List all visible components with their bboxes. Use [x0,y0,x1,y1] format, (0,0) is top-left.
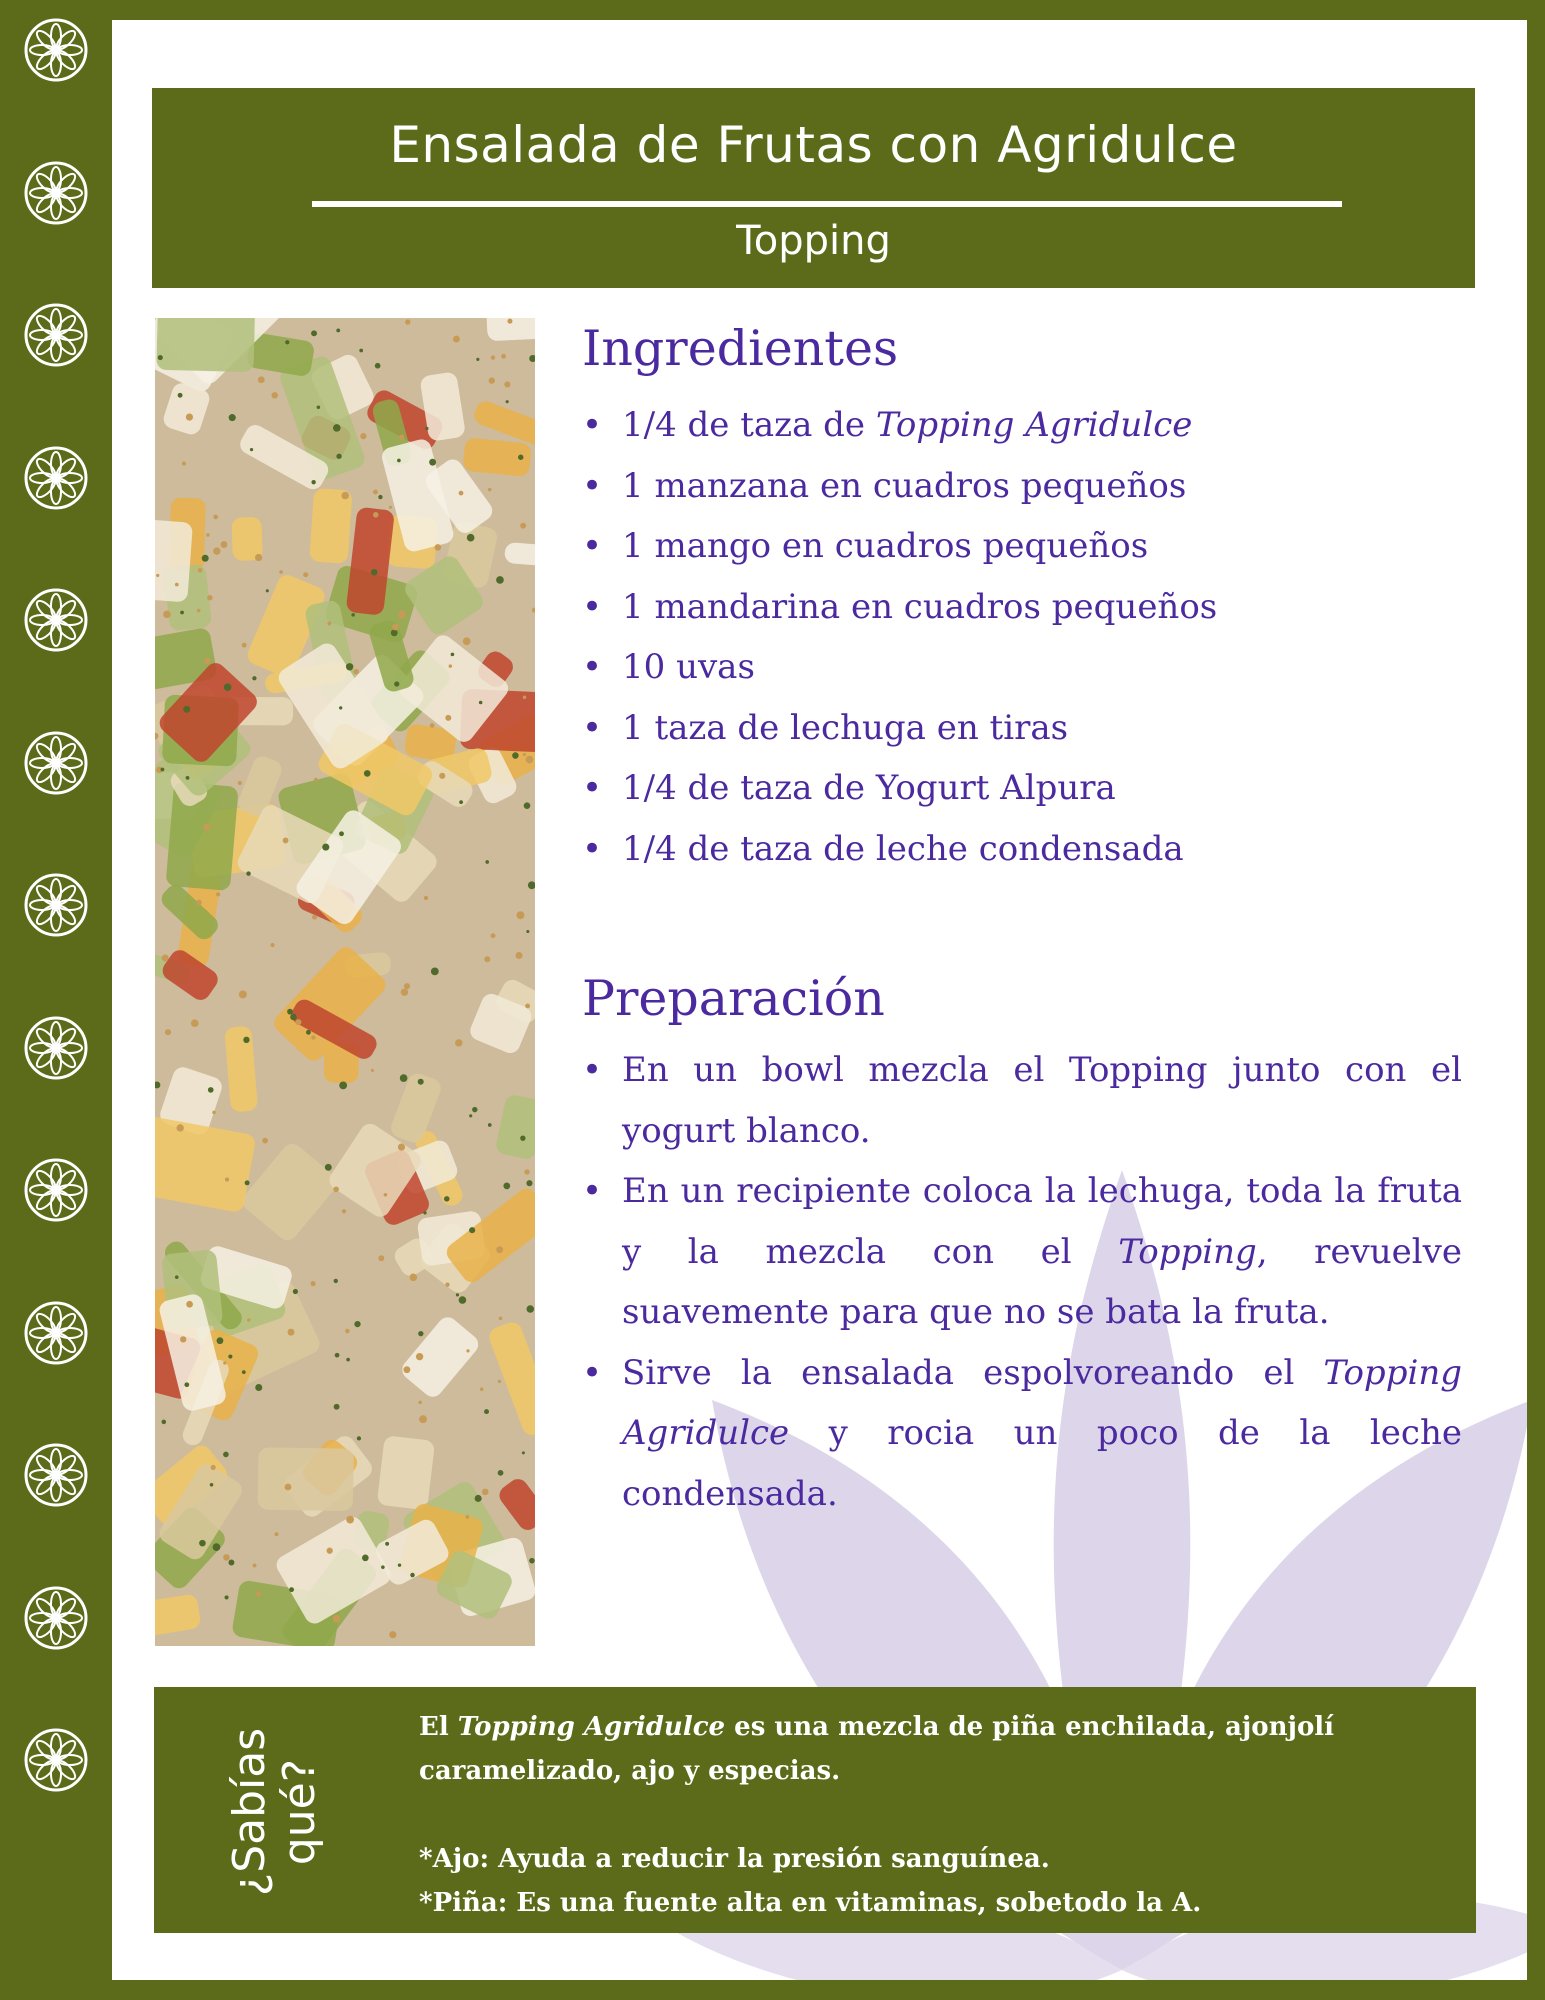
flower-icon [22,586,90,654]
ingredient-item [582,456,1442,517]
ingredient-text-start: 1/4 de taza de Yogurt Alpura [622,768,1116,808]
fact-garlic: *Ajo: Ayuda a reducir la presión sanguínea. [419,1844,1050,1874]
bullet-icon: • [582,1171,603,1211]
bullet-icon: • [582,586,603,627]
bullet-icon: • [582,1050,603,1090]
flower-icon [22,16,90,84]
step-text: Sirve la ensalada espolvoreando el [622,1352,1324,1393]
preparation-step [582,1040,1462,1161]
flower-icon [22,729,90,797]
did-you-know-text [419,1705,1439,1925]
did-you-know-label [170,1707,380,1917]
fact-intro-start: El [419,1712,458,1742]
recipe-page [112,20,1527,1980]
preparation-step [582,1343,1462,1525]
ingredient-text-start: 1/4 de taza de [622,405,876,445]
left-border-strip [0,0,112,2000]
preparation-list [582,1040,1462,1524]
bullet-icon: • [582,405,603,445]
page-title: Ensalada de Frutas con Agridulce [389,116,1238,174]
flower-icon [22,1014,90,1082]
flower-icon [22,1156,90,1224]
ingredient-item [582,819,1442,880]
did-you-know-line1: ¿Sabías [224,1727,275,1897]
ingredient-text-start: 1 manzana en cuadros pequeños [622,465,1187,506]
title-banner [152,88,1475,288]
ingredient-item [582,637,1442,698]
step-emphasis: Topping [1118,1231,1257,1272]
ingredient-item [582,395,1442,456]
ingredient-item [582,698,1442,759]
ingredient-item [582,516,1442,577]
ingredient-text-start: 10 uvas [622,647,755,687]
step-text: y rocia un poco de la leche condensada. [622,1413,1462,1514]
step-text: , revuelve suavemente para que no se bata la fruta. [622,1231,1462,1332]
bullet-icon: • [582,707,603,748]
ingredient-emphasis: Topping Agridulce [875,405,1193,445]
flower-icon [22,1726,90,1794]
flower-icon [22,1584,90,1652]
title-divider [312,201,1342,207]
salad-photo [155,318,535,1646]
did-you-know-line2: qué? [274,1758,325,1866]
bullet-icon: • [582,526,603,566]
page-subtitle: Topping [736,218,891,264]
flower-icon [22,1299,90,1367]
flower-icon [22,301,90,369]
bullet-icon: • [582,1352,603,1393]
preparation-step [582,1161,1462,1343]
flower-icon [22,159,90,227]
ingredient-text-start: 1 mango en cuadros pequeños [622,526,1149,566]
step-emphasis: Topping Agridulce [622,1352,1462,1453]
flower-icon [22,871,90,939]
fact-intro-emphasis: Topping Agridulce [457,1712,726,1742]
did-you-know-box [154,1687,1476,1933]
preparation-heading: Preparación [582,970,885,1027]
step-text: En un recipiente coloca la lechuga, toda la fruta y la mezcla con el [622,1171,1462,1272]
bullet-icon: • [582,647,603,687]
flower-icon [22,444,90,512]
bullet-icon: • [582,828,603,869]
ingredient-text-start: 1 taza de lechuga en tiras [622,707,1069,748]
bullet-icon: • [582,768,603,808]
fact-intro-end: es una mezcla de piña enchilada, ajonjolí caramelizado, ajo y especias. [419,1712,1335,1786]
ingredient-item [582,758,1442,819]
ingredient-item [582,577,1442,638]
fact-pineapple: *Piña: Es una fuente alta en vitaminas, sobetodo la A. [419,1888,1202,1918]
ingredients-heading: Ingredientes [582,320,899,377]
fact-intro [419,1705,1439,1793]
fact-spacer [419,1793,1439,1837]
ingredients-list [582,395,1442,879]
ingredient-text-start: 1 mandarina en cuadros pequeños [622,586,1218,627]
flower-icon [22,1441,90,1509]
ingredient-text-start: 1/4 de taza de leche condensada [622,828,1184,869]
step-text: En un bowl mezcla el Topping junto con el yogurt blanco. [622,1050,1462,1151]
bullet-icon: • [582,465,603,506]
